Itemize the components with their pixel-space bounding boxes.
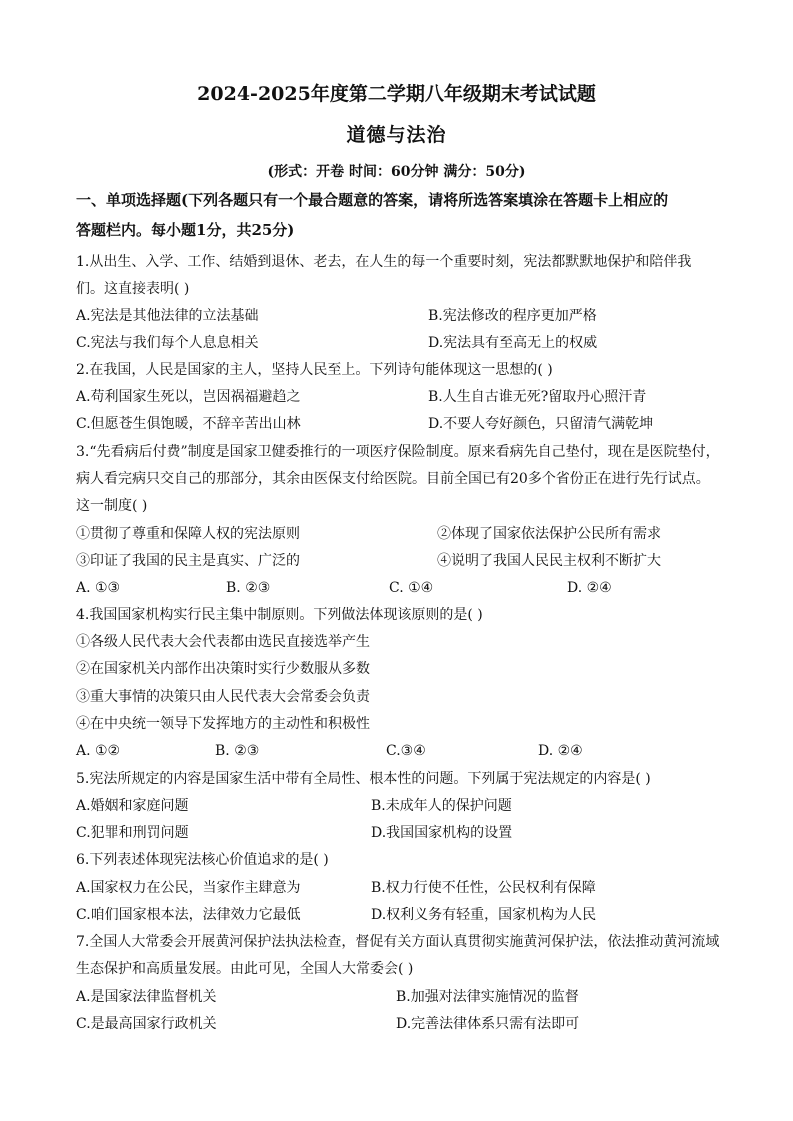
statement-item: ④在中央统一领导下发挥地方的主动性和积极性 <box>76 716 370 732</box>
option-c: C. ①④ <box>389 580 434 596</box>
option-a: A.婚姻和家庭问题 <box>76 798 189 814</box>
question-stem: 这一制度( ) <box>76 498 148 514</box>
section-heading: 一、单项选择题(下列各题只有一个最合题意的答案，请将所选答案填涂在答题卡上相应的 <box>76 191 669 209</box>
statement-item: ②体现了国家依法保护公民所有需求 <box>437 526 661 542</box>
section-heading: 答题栏内。每小题1分，共25分) <box>76 221 295 239</box>
exam-info: (形式：开卷 时间：60分钟 满分：50分) <box>267 164 526 180</box>
question-stem: 5.宪法所规定的内容是国家生活中带有全局性、根本性的问题。下列属于宪法规定的内容是( ) <box>76 771 651 787</box>
question-stem: 2.在我国，人民是国家的主人，坚持人民至上。下列诗句能体现这一思想的( ) <box>76 362 553 378</box>
option-c: C.犯罪和刑罚问题 <box>76 825 189 841</box>
option-c: C.是最高国家行政机关 <box>76 1016 217 1032</box>
option-b: B.宪法修改的程序更加严格 <box>428 308 597 324</box>
statement-item: ①各级人民代表大会代表都由选民直接选举产生 <box>76 634 370 650</box>
option-d: D. ②④ <box>538 743 583 759</box>
question-stem: 4.我国国家机构实行民主集中制原则。下列做法体现该原则的是( ) <box>76 607 483 623</box>
question-stem: 6.下列表述体现宪法核心价值追求的是( ) <box>76 852 329 868</box>
option-c: C.但愿苍生俱饱暖，不辞辛苦出山林 <box>76 416 301 432</box>
statement-item: ①贯彻了尊重和保障人权的宪法原则 <box>76 526 300 542</box>
statement-item: ③重大事情的决策只由人民代表大会常委会负责 <box>76 689 370 705</box>
question-stem: 3.“先看病后付费”制度是国家卫健委推行的一项医疗保险制度。原来看病先自己垫付，现在是医院垫付， <box>76 444 720 460</box>
question-stem: 病人看完病只交自己的那部分，其余由医保支付给医院。目前全国已有20多个省份正在进行先行试点。 <box>76 471 710 487</box>
option-a: A.宪法是其他法律的立法基础 <box>76 308 259 324</box>
option-a: A. ①② <box>76 743 121 759</box>
option-a: A.苟利国家生死以，岂因祸福避趋之 <box>76 389 301 405</box>
statement-item: ④说明了我国人民民主权利不断扩大 <box>437 553 661 569</box>
statement-item: ②在国家机关内部作出决策时实行少数服从多数 <box>76 661 370 677</box>
option-d: D. ②④ <box>567 580 612 596</box>
option-d: D.宪法具有至高无上的权威 <box>428 335 598 351</box>
option-c: C.③④ <box>386 743 426 759</box>
question-stem: 1.从出生、入学、工作、结婚到退休、老去，在人生的每一个重要时刻，宪法都默默地保护和陪伴我 <box>76 254 692 270</box>
option-c: C.宪法与我们每个人息息相关 <box>76 335 259 351</box>
option-b: B.人生自古谁无死?留取丹心照汗青 <box>428 389 647 405</box>
option-b: B. ②③ <box>215 743 260 759</box>
question-stem: 们。这直接表明( ) <box>76 281 190 297</box>
option-b: B.权力行使不任性，公民权利有保障 <box>371 880 596 896</box>
exam-title: 2024-2025年度第二学期八年级期末考试试题 <box>197 83 596 105</box>
subject-title: 道德与法治 <box>346 124 447 146</box>
option-a: A.国家权力在公民，当家作主肆意为 <box>76 880 301 896</box>
option-d: D.不要人夸好颜色，只留清气满乾坤 <box>428 416 654 432</box>
option-a: A. ①③ <box>76 580 121 596</box>
option-b: B. ②③ <box>226 580 271 596</box>
statement-item: ③印证了我国的民主是真实、广泛的 <box>76 553 300 569</box>
question-stem: 7.全国人大常委会开展黄河保护法执法检查，督促有关方面认真贯彻实施黄河保护法，依法推动黄河流域 <box>76 934 720 950</box>
option-c: C.咱们国家根本法，法律效力它最低 <box>76 907 301 923</box>
option-d: D.权利义务有轻重，国家机构为人民 <box>371 907 597 923</box>
option-d: D.我国国家机构的设置 <box>371 825 513 841</box>
option-d: D.完善法律体系只需有法即可 <box>396 1016 580 1032</box>
option-a: A.是国家法律监督机关 <box>76 989 217 1005</box>
question-stem: 生态保护和高质量发展。由此可见，全国人大常委会( ) <box>76 961 414 977</box>
option-b: B.未成年人的保护问题 <box>371 798 512 814</box>
option-b: B.加强对法律实施情况的监督 <box>396 989 579 1005</box>
